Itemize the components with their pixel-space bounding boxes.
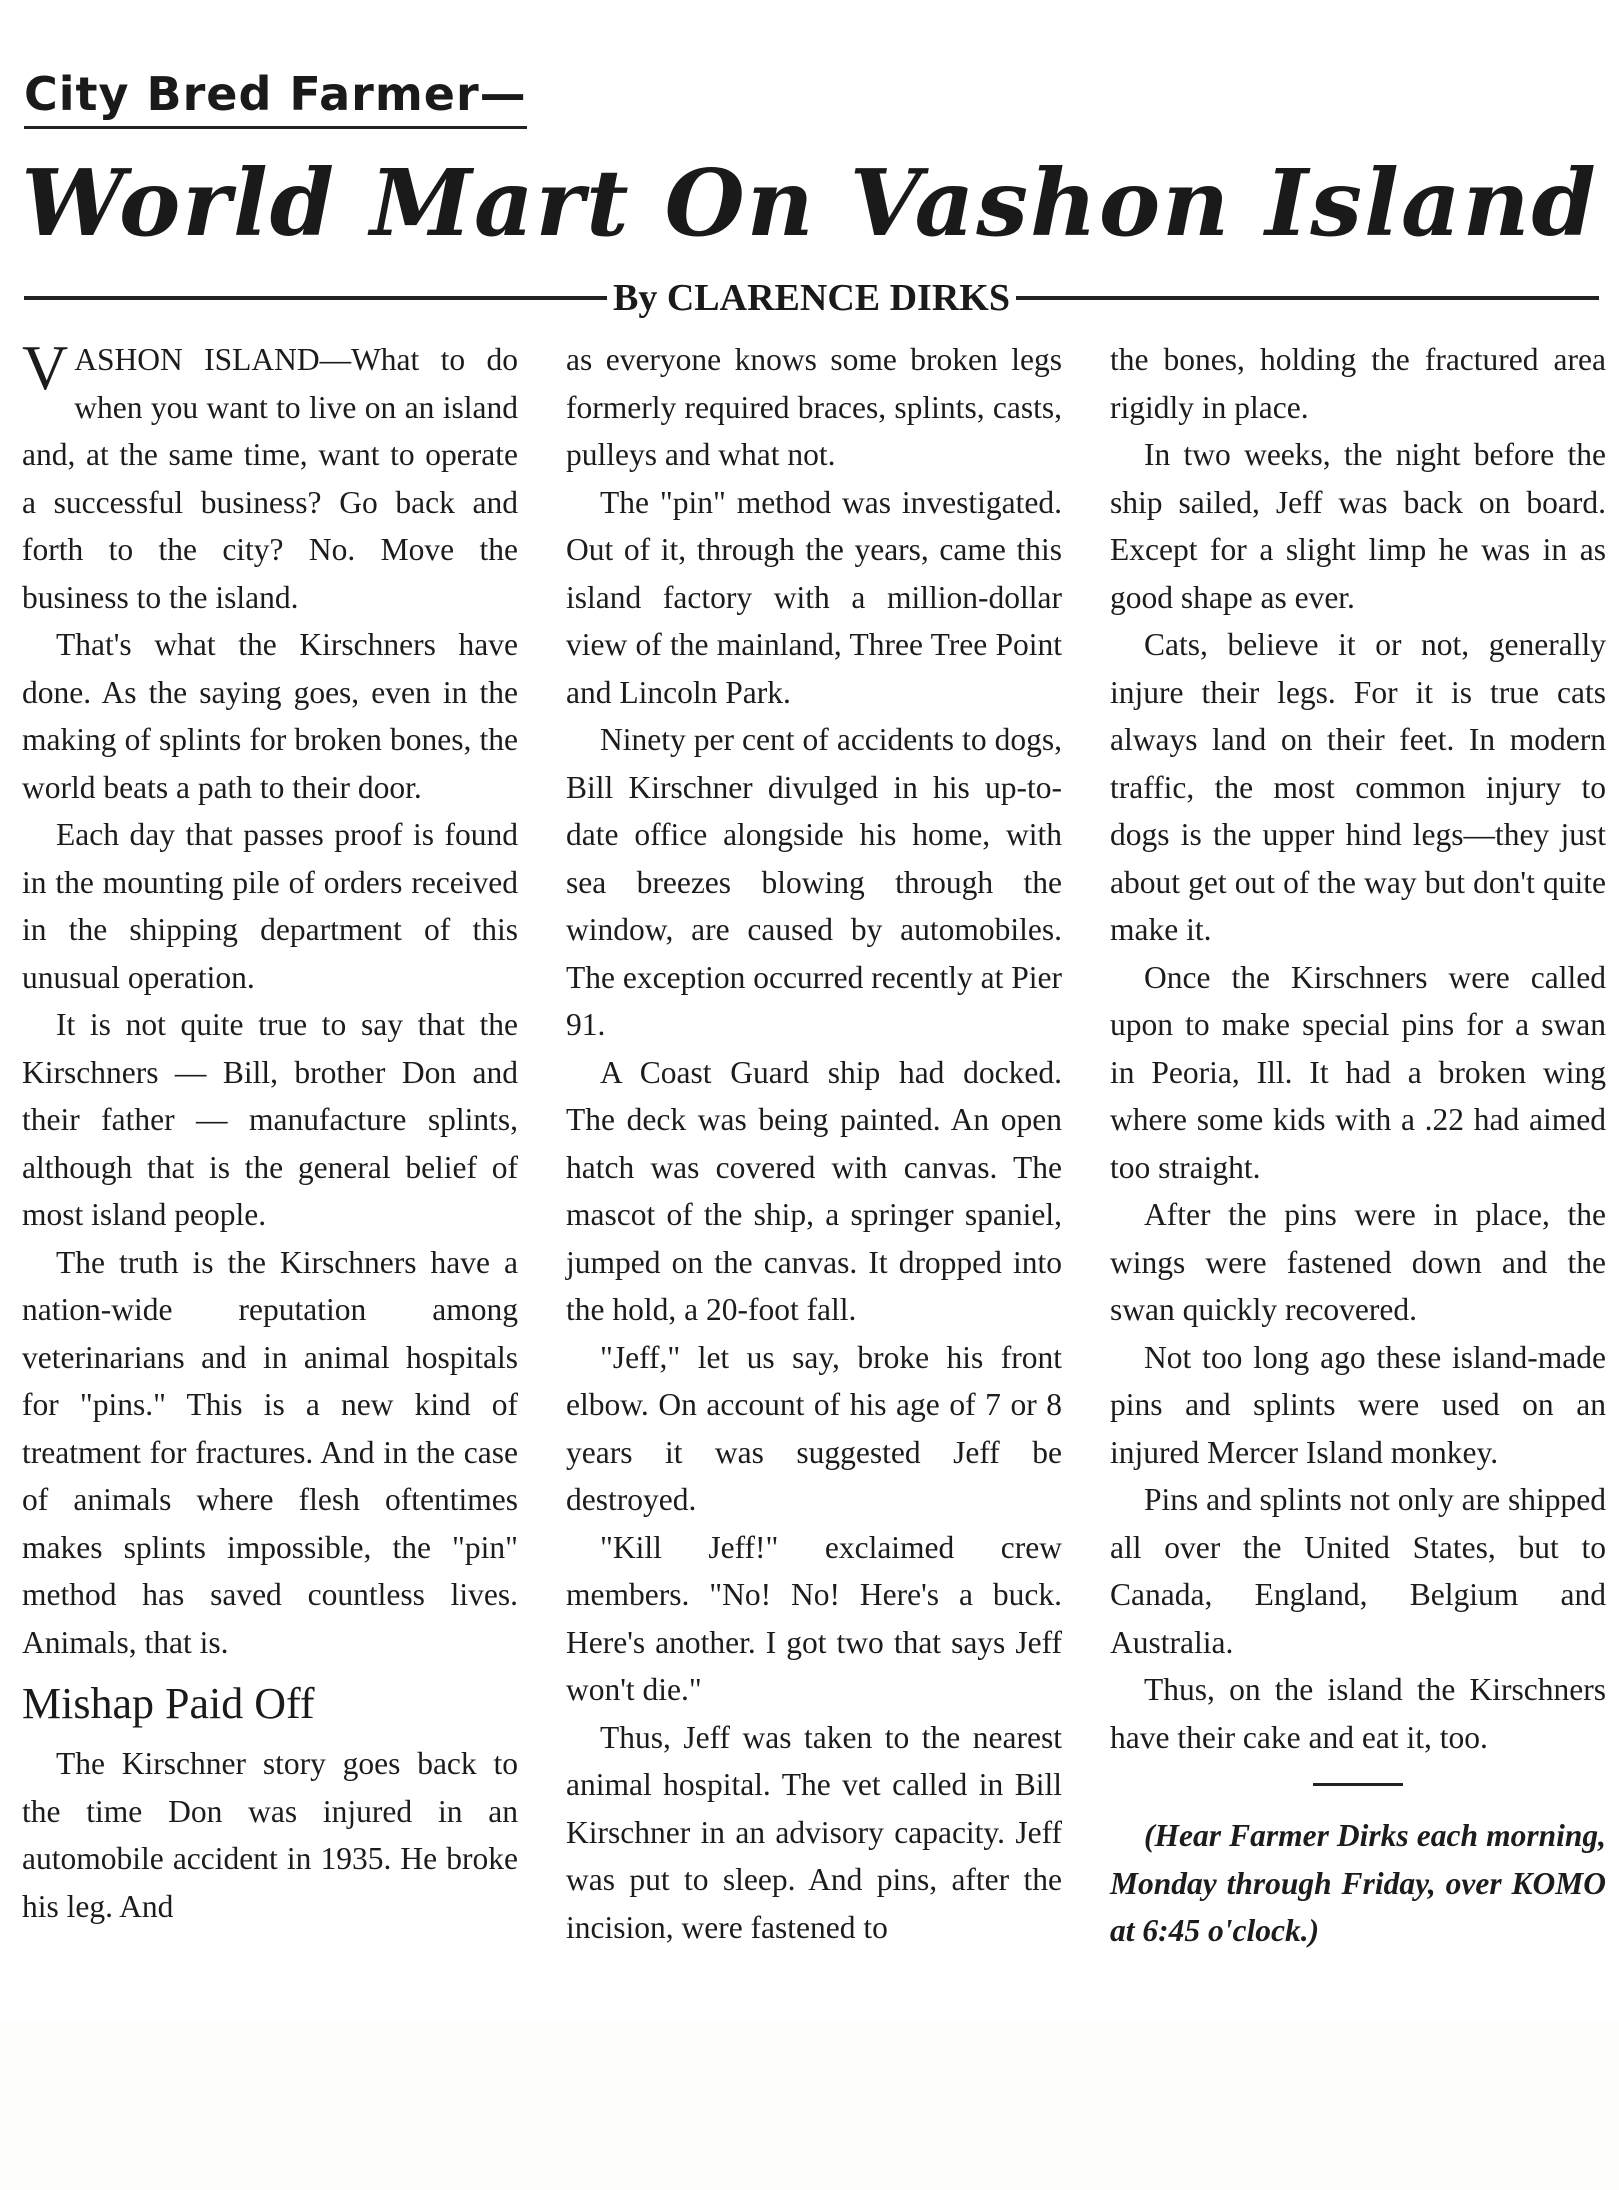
paragraph: Not too long ago these island-made pins and splints were used on an injured Mercer Island monkey. xyxy=(1110,1339,1606,1470)
paragraph: It is not quite true to say that the Kirschners — Bill, brother Don and their father — manufacture splints, although that is the general belief of most island people. xyxy=(22,1007,518,1232)
paragraph: Thus, Jeff was taken to the nearest animal hospital. The vet called in Bill Kirschner in an advisory capacity. Jeff was put to sleep. And pins, after the incision, were fastened to xyxy=(566,1719,1062,1945)
paragraph: Each day that passes proof is found in the mounting pile of orders received in the shipping department of this unusual operation. xyxy=(22,817,518,995)
paragraph-text: ASHON ISLAND—What to do when you want to live on an island and, at the same time, want to operate a successful business? Go back and forth to the city? No. Move the business to the island. xyxy=(22,342,518,615)
byline-row xyxy=(24,270,1599,326)
article-columns xyxy=(22,332,1606,2016)
byline-rule-right xyxy=(1016,296,1599,300)
paragraph: A Coast Guard ship had docked. The deck was being painted. An open hatch was covered with canvas. The mascot of the ship, a springer spaniel, jumped on the canvas. It dropped into the hold, a 20-foot fall. xyxy=(566,1054,1062,1327)
paragraph: as everyone knows some broken legs formerly required braces, splints, casts, pulleys and what not. xyxy=(566,342,1062,472)
headline: World Mart On Vashon Island xyxy=(21,149,1598,257)
drop-cap: V xyxy=(22,332,69,403)
kicker-heading: City Bred Farmer— xyxy=(24,64,527,129)
byline: By CLARENCE DIRKS xyxy=(613,277,1010,319)
paragraph: "Kill Jeff!" exclaimed crew members. "No! No! Here's a buck. Here's another. I got two that says Jeff won't die." xyxy=(566,1529,1062,1707)
paragraph: That's what the Kirschners have done. As the saying goes, even in the making of splints for broken bones, the world beats a path to their door. xyxy=(22,627,518,805)
paragraph: The Kirschner story goes back to the time Don was injured in an automobile accident in 1935. He broke his leg. And xyxy=(22,1746,518,1924)
paragraph: The "pin" method was investigated. Out of it, through the years, came this island factory with a million-dollar view of the mainland, Three Tree Point and Lincoln Park. xyxy=(566,484,1062,710)
radio-note: (Hear Farmer Dirks each morning, Monday through Friday, over KOMO at 6:45 o'clock.) xyxy=(1110,1818,1606,1948)
paragraph: "Jeff," let us say, broke his front elbow. On account of his age of 7 or 8 years it was suggested Jeff be destroyed. xyxy=(566,1339,1062,1517)
paragraph: Cats, believe it or not, generally injure their legs. For it is true cats always land on their feet. In modern traffic, the most common injury to dogs is the upper hind legs—they just about get out of the way but don't quite make it. xyxy=(1110,627,1606,947)
paragraph: Once the Kirschners were called upon to make special pins for a swan in Peoria, Ill. It had a broken wing where some kids with a .22 had aimed too straight. xyxy=(1110,959,1606,1185)
paragraph: Thus, on the island the Kirschners have their cake and eat it, too. xyxy=(1110,1672,1606,1755)
paragraph xyxy=(22,332,518,621)
end-rule xyxy=(1313,1783,1403,1786)
column-2 xyxy=(566,336,1062,2016)
paragraph: The truth is the Kirschners have a nation-wide reputation among veterinarians and in animal hospitals for "pins." This is a new kind of treatment for fractures. And in the case of animals where flesh oftentimes makes splints impossible, the "pin" method has saved countless lives. Animals, that is. xyxy=(22,1244,518,1660)
subheading: Mishap Paid Off xyxy=(22,1679,315,1728)
paragraph: Ninety per cent of accidents to dogs, Bill Kirschner divulged in his up-to-date office alongside his home, with sea breezes blowing through the window, are caused by automobiles. The exception occurred recently at Pier 91. xyxy=(566,722,1062,1042)
byline-rule-left xyxy=(24,296,607,300)
column-1 xyxy=(22,332,518,2016)
column-3 xyxy=(1110,336,1606,2016)
paragraph: In two weeks, the night before the ship sailed, Jeff was back on board. Except for a slight limp he was in as good shape as ever. xyxy=(1110,437,1606,615)
paragraph: After the pins were in place, the wings were fastened down and the swan quickly recovered. xyxy=(1110,1197,1606,1327)
paragraph: Pins and splints not only are shipped all over the United States, but to Canada, England, Belgium and Australia. xyxy=(1110,1482,1606,1660)
paragraph: the bones, holding the fractured area rigidly in place. xyxy=(1110,342,1606,425)
